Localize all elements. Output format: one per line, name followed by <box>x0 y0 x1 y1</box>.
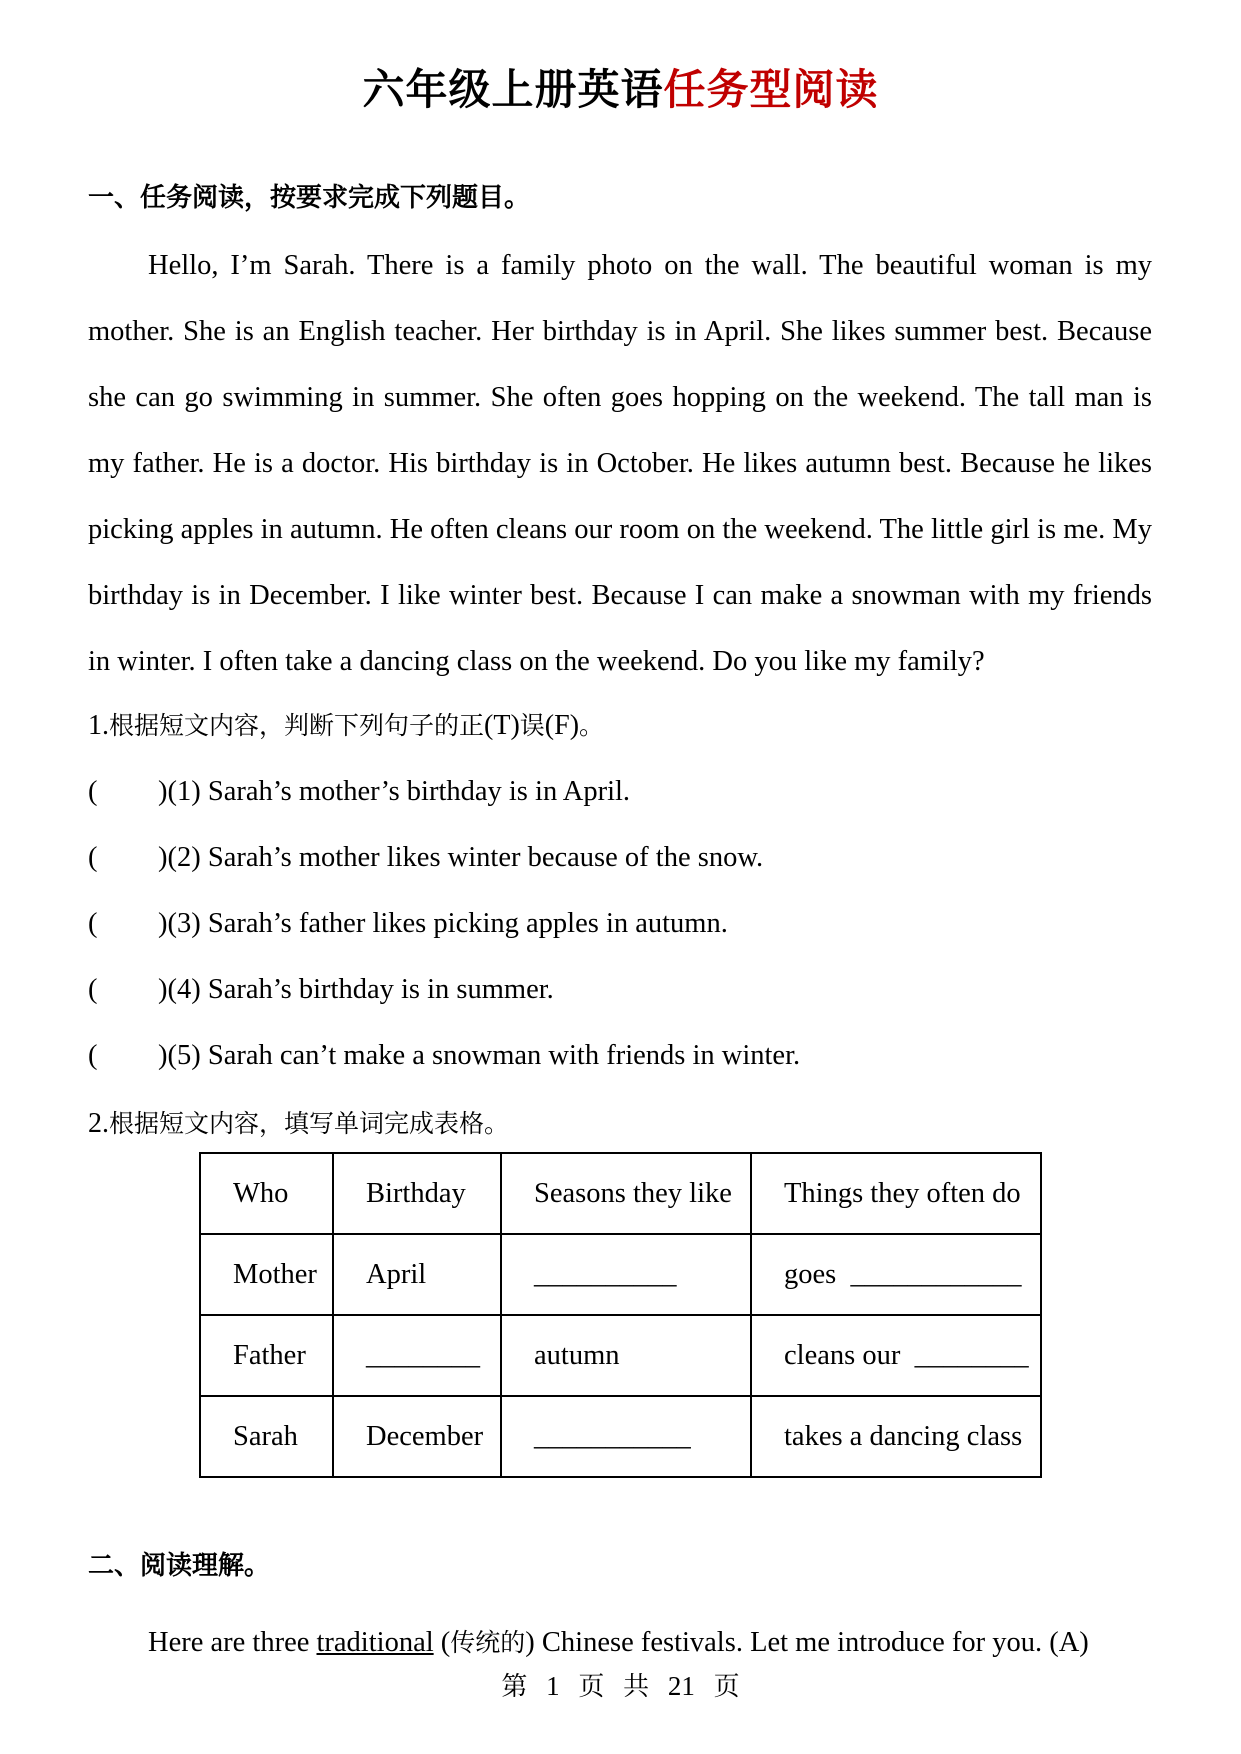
question-two-number: 2. <box>88 1108 109 1139</box>
table-blank-cell[interactable]: ________ <box>333 1315 501 1396</box>
table-row <box>200 1396 1041 1477</box>
table-cell: autumn <box>501 1315 751 1396</box>
table-header-cell: Seasons they like <box>501 1153 751 1234</box>
question-one-number: 1. <box>88 710 109 741</box>
answer-blank[interactable]: ( <box>88 1040 98 1071</box>
table-row <box>200 1315 1041 1396</box>
table-blank-cell[interactable]: __________ <box>501 1234 751 1315</box>
total-page-number: 21 <box>667 1671 695 1701</box>
table-header-row <box>200 1153 1041 1234</box>
true-false-item-3 <box>88 904 728 944</box>
section-one-heading: 一、任务阅读，按要求完成下列题目。 <box>88 183 531 213</box>
footer-prefix: 第 <box>501 1672 528 1702</box>
table-cell: takes a dancing class <box>751 1396 1041 1477</box>
passage-text: ) Chinese festivals. Let me introduce for you. (A) <box>525 1627 1089 1658</box>
answer-blank[interactable]: ( <box>88 974 98 1005</box>
true-false-item-5 <box>88 1036 800 1076</box>
reading-passage-one: Hello, I’m Sarah. There is a family photo on the wall. The beautiful woman is my mother. She is an English teacher. Her birthday is in April. She likes summer best. Because she can go swimming in summer. She often goes hopping on the weekend. The tall man is my father. He is a doctor. His birthday is in October. He likes autumn best. Because he likes picking apples in autumn. He often cleans our room on the weekend. The little girl is me. My birthday is in December. I like winter best. Because I can make a snowman with my friends in winter. I often take a dancing class on the weekend. Do you like my family? <box>88 250 1152 677</box>
question-two-instruction-text: 根据短文内容，填写单词完成表格。 <box>109 1109 510 1138</box>
table-header-cell: Birthday <box>333 1153 501 1234</box>
false-marker: (F) <box>544 710 580 741</box>
table-blank-cell[interactable]: cleans our ________ <box>751 1315 1041 1396</box>
table-header-cell: Who <box>200 1153 333 1234</box>
footer-total-label: 共 <box>623 1672 650 1702</box>
table-cell: Father <box>200 1315 333 1396</box>
page-title-black: 六年级上册英语 <box>362 65 664 114</box>
true-false-statement: )(2) Sarah’s mother likes winter because of the snow. <box>158 842 764 873</box>
question-one-instruction <box>88 706 604 746</box>
underlined-word: traditional <box>316 1627 434 1658</box>
table-cell: December <box>333 1396 501 1477</box>
passage-text: Here are three <box>148 1627 317 1658</box>
table-row <box>200 1234 1041 1315</box>
true-marker: (T) <box>484 710 520 741</box>
table-header-cell: Things they often do <box>751 1153 1041 1234</box>
answer-blank[interactable]: ( <box>88 776 98 807</box>
true-false-statement: )(5) Sarah can’t make a snowman with friends in winter. <box>158 1040 801 1071</box>
true-false-item-2 <box>88 838 763 878</box>
true-false-statement: )(3) Sarah’s father likes picking apples in autumn. <box>158 908 728 939</box>
question-one-instruction-text: 根据短文内容，判断下列句子的正 <box>109 711 485 740</box>
page-title <box>0 62 1241 118</box>
reading-passage-two <box>88 1610 1152 1676</box>
footer-page-label: 页 <box>578 1672 605 1702</box>
passage-text: ( <box>433 1627 451 1658</box>
true-false-item-4 <box>88 970 554 1010</box>
question-two-instruction <box>88 1104 509 1144</box>
answer-blank[interactable]: ( <box>88 908 98 939</box>
table-blank-cell[interactable]: goes ____________ <box>751 1234 1041 1315</box>
table-blank-cell[interactable]: ___________ <box>501 1396 751 1477</box>
true-false-item-1 <box>88 772 630 812</box>
chinese-gloss: 传统的 <box>450 1628 526 1657</box>
table-cell: Sarah <box>200 1396 333 1477</box>
table-cell: April <box>333 1234 501 1315</box>
table-cell: Mother <box>200 1234 333 1315</box>
page-footer <box>0 1668 1241 1705</box>
page-title-red: 任务型阅读 <box>663 65 879 114</box>
footer-suffix: 页 <box>713 1672 740 1702</box>
fill-in-table <box>199 1152 1042 1478</box>
current-page-number: 1 <box>546 1671 560 1701</box>
true-false-statement: )(1) Sarah’s mother’s birthday is in April. <box>158 776 631 807</box>
section-two-heading: 二、阅读理解。 <box>88 1551 271 1581</box>
true-false-statement: )(4) Sarah’s birthday is in summer. <box>158 974 554 1005</box>
answer-blank[interactable]: ( <box>88 842 98 873</box>
instruction-period: 。 <box>579 711 605 740</box>
false-label: 误 <box>519 711 545 740</box>
